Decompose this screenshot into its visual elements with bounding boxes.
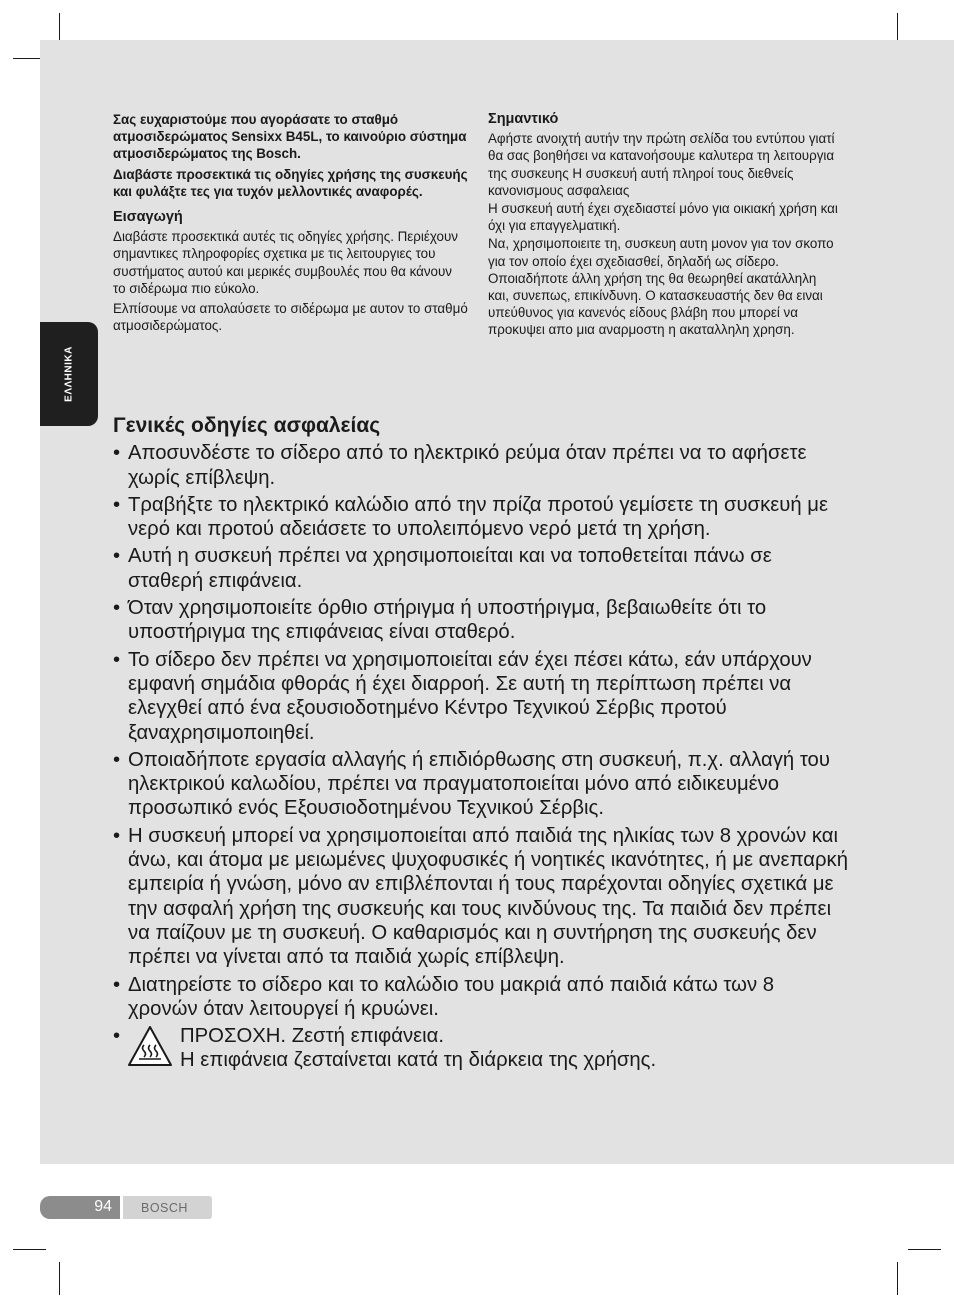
- list-item: • Όταν χρησιμοποιείτε όρθιο στήριγμα ή υποστήριγμα, βεβαιωθείτε ότι το υποστήριγμα της επιφάνειας είναι σταθερό.: [113, 597, 767, 644]
- right-column: [488, 111, 840, 342]
- list-item: • Το σίδερο δεν πρέπει να χρησιμοποιείται εάν έχει πέσει κάτω, εάν υπάρχουν εμφανή σημάδια φθοράς ή έχει διαρροή. Σε αυτή τη περίπτωση πρέπει να ελεγχθεί από ένα εξουσιοδοτημένο Κέντρο Τεχνικού Σέρβις προτού ξαναχρησιμοποιηθεί.: [113, 648, 812, 744]
- list-item: • Η συσκευή μπορεί να χρησιμοποιείται από παιδιά της ηλικίας των 8 χρονών και άνω, και άτομα με μειωμένες ψυχοφυσικές ή νοητικές ικανότητες, ή με ανεπαρκή εμπειρία ή γνώση, μόνο αν επιβλέπονται ή τους παρέχονται οδηγίες σχετικά με την ασφαλή χρήση της συσκευής και τους κινδύνους της. Τα παιδιά δεν πρέπει να παίζουν με τη συσκευή. Ο καθαρισμός και η συντήρηση της συσκευής δεν πρέπει να γίνεται από τα παιδιά χωρίς επίβλεψη.: [113, 824, 848, 969]
- list-item: • Οποιαδήποτε εργασία αλλαγής ή επιδιόρθωσης στη συσκευή, π.χ. αλλαγή του ηλεκτρικού καλωδίου, πρέπει να πραγματοποιείται μόνο από ειδικευμένο προσωπικό ενός Εξουσιοδοτημένου Τεχνικού Σέρβις.: [113, 748, 830, 820]
- hot-surface-icon: [127, 1025, 173, 1067]
- warning-line-1: ΠΡΟΣΟΧΗ. Ζεστή επιφάνεια.: [180, 1025, 445, 1048]
- list-item: • Αυτή η συσκευή πρέπει να χρησιμοποιείται και να τοποθετείται πάνω σε σταθερή επιφάνεια.: [113, 545, 772, 592]
- intro-enjoy: Ελπίσουμε να απολαύσετε το σιδέρωμα με αυτον το σταθμό ατμοσιδερώματος.: [113, 301, 468, 334]
- safety-title: Γενικές οδηγίες ασφαλείας: [113, 414, 381, 437]
- list-item: • Αποσυνδέστε το σίδερο από το ηλεκτρικό ρεύμα όταν πρέπει να το αφήσετε χωρίς επίβλεψη.: [113, 442, 807, 489]
- important-heading: Σημαντικό: [488, 111, 559, 127]
- page-number-text: 94: [94, 1198, 112, 1215]
- important-para-1: Αφήστε ανοιχτή αυτήν την πρώτη σελίδα του εντύπου γιατί θα σας βοηθήσει να κατανοήσουμε καλυτερα τη λειτουργια της συσκευης Η συσκευή αυτή πληροί τους διεθνείς κανονισμους ασφαλειας: [488, 131, 835, 198]
- intro-heading: Εισαγωγή: [113, 209, 183, 226]
- language-tab-label: ΕΛΛΗΝΙΚΑ: [63, 346, 75, 402]
- brand-label: [123, 1196, 212, 1219]
- intro-paragraph: Διαβάστε προσεκτικά αυτές τις οδηγίες χρήσης. Περιέχουν σημαντικες πληροφορίες σχετικα με τις λειτουργιες του συστήματος αυτού και μερικές συμβουλές που θα κάνουν το σιδέρωμα πιο εύκολο.: [113, 229, 458, 296]
- warning-line-2: Η επιφάνεια ζεσταίνεται κατά τη διάρκεια της χρήσης.: [180, 1049, 657, 1072]
- intro-read: Διαβάστε προσεκτικά τις οδηγίες χρήσης της συσκευής και φυλάξτε τες για τυχόν μελλοντικές αναφορές.: [113, 166, 468, 199]
- crop-mark: [908, 1249, 941, 1250]
- crop-mark: [59, 1262, 60, 1295]
- crop-mark: [897, 1262, 898, 1295]
- safety-list: [113, 441, 848, 1072]
- important-para-3: Να, χρησιμοποιειτε τη, συσκευη αυτη μονον για τον σκοπο για τον οποίο έχει σχεδιασθεί, δηλαδή ως σίδερο. Οποιαδήποτε άλλη χρήση της θα θεωρηθεί ακατάλληλη και, συνεπως, επικίνδυνη. Ο κατασκευαστής δεν θα ειναι υπεύθυνος για κανενός είδους βλάβη που μπορεί να προκυψει απο μια αναρμοστη η ακαταλληλη χρηση.: [488, 236, 834, 338]
- page-number: [40, 1196, 120, 1219]
- list-item: • Τραβήξτε το ηλεκτρικό καλώδιο από την πρίζα προτού γεμίσετε τη συσκευή με νερό και προτού αδειάσετε το υπολειπόμενο νερό μετά τη χρήση.: [113, 493, 828, 541]
- hot-surface-warning: • ΠΡΟΣΟΧΗ. Ζεστή επιφάνεια. Η επιφάνεια ζεσταίνεται κατά τη διάρκεια της χρήσης.: [113, 1024, 848, 1073]
- intro-thanks: Σας ευχαριστούμε που αγοράσατε το σταθμό ατμοσιδερώματος Sensixx B45L, το καινούριο σύστημα ατμοσιδερώματος της Bosch.: [113, 112, 467, 162]
- crop-mark: [13, 1249, 46, 1250]
- safety-section: [113, 414, 848, 1076]
- brand-text: BOSCH: [141, 1201, 188, 1215]
- list-item: • Διατηρείστε το σίδερο και το καλώδιο του μακριά από παιδιά κάτω των 8 χρονών όταν λειτουργεί ή κρυώνει.: [113, 973, 775, 1020]
- left-column: [113, 111, 468, 337]
- important-para-2: Η συσκευή αυτή έχει σχεδιαστεί μόνο για οικιακή χρήση και όχι για επαγγελματική.: [488, 201, 838, 234]
- language-tab: [40, 322, 98, 426]
